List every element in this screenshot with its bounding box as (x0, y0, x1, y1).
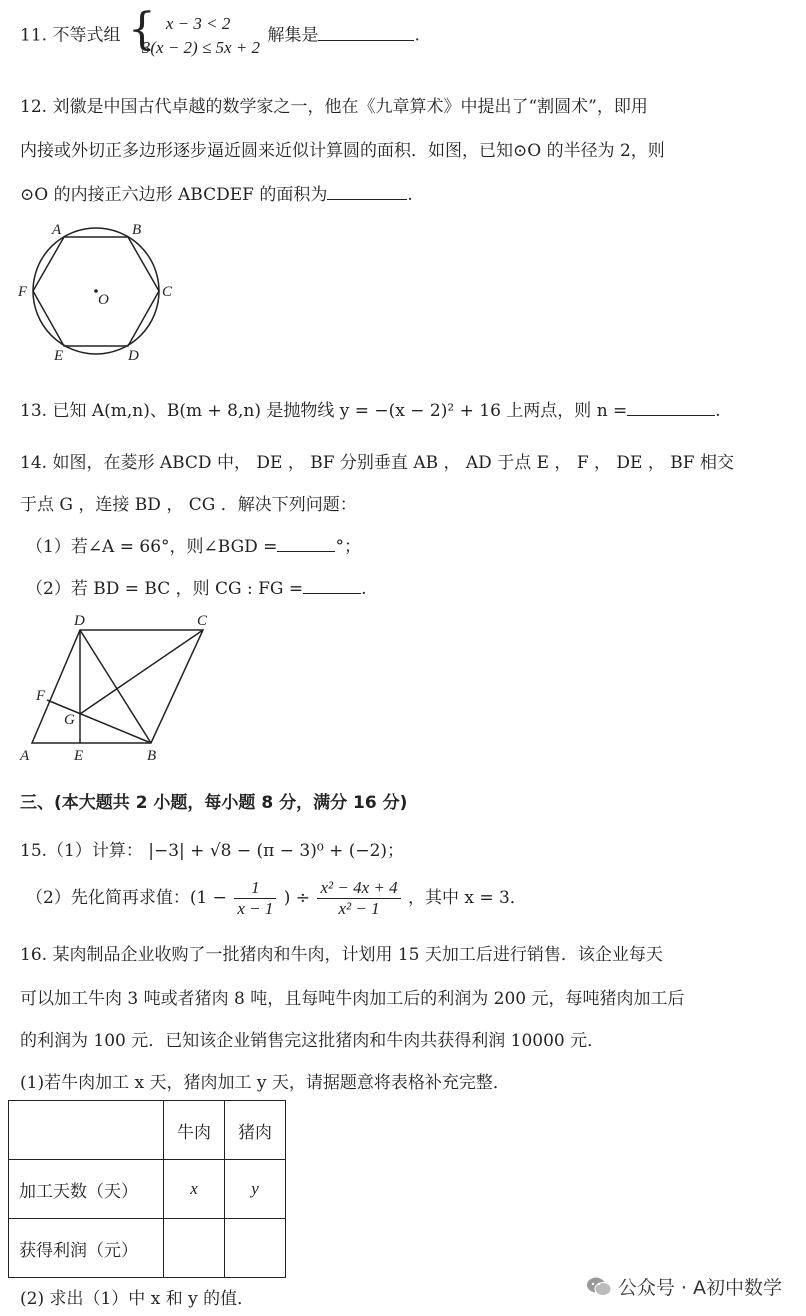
answer-blank[interactable] (318, 23, 414, 41)
q12-line3: ⊙O 的内接正六边形 ABCDEF 的面积为 . (20, 180, 413, 205)
q13: 13. 已知 A(m,n)、B(m + 8,n) 是抛物线 y = −(x − 2)² + 16 上两点，则 n = . (20, 396, 721, 421)
table-cell: x (164, 1160, 225, 1219)
q16-part1: (1)若牛肉加工 x 天，猪肉加工 y 天，请据题意将表格补充完整． (20, 1073, 510, 1093)
data-table (8, 1100, 286, 1278)
answer-blank[interactable] (303, 576, 361, 594)
q16-part2: (2) 求出（1）中 x 和 y 的值． (20, 1289, 255, 1309)
label-c: C (162, 284, 173, 300)
q11: 11. 不等式组 { x − 3 < 2 3(x − 2) ≤ 5x + 2 解集是 . (20, 12, 420, 60)
table-cell: 加工天数（天） (9, 1160, 164, 1219)
label-e: E (74, 748, 84, 764)
table-header-cell: 牛肉 (164, 1101, 225, 1160)
label-a: A (20, 748, 30, 764)
label-f: F (18, 284, 28, 300)
q15-sub2: （2）先化简再求值：(1 − $\frac{1}{x - 1}$ ) ÷ $\frac{\text{x² − 4x + 4}}{\text{x² − 1}}$ ，其中 x = 3． (26, 878, 527, 918)
segment-bd (80, 630, 151, 743)
brace: { (127, 4, 156, 55)
label-d: D (74, 613, 85, 629)
q14-sub2: （2）若 BD = BC ，则 CG : FG = . (26, 574, 367, 599)
table-cell: 获得利润（元） (9, 1219, 164, 1278)
watermark-text: 公众号 · A初中数学 (617, 1277, 782, 1299)
table-cell-empty[interactable] (225, 1219, 286, 1278)
label-a: A (52, 222, 62, 238)
q15-sub1: 15.（1）计算： |−3| + √8 − (π − 3)⁰ + (−2)； (20, 841, 405, 861)
wechat-icon (586, 1276, 612, 1298)
q16-line1: 16. 某肉制品企业收购了一批猪肉和牛肉，计划用 15 天加工后进行销售．该企业每天 (20, 945, 663, 965)
table-cell-empty[interactable] (164, 1219, 225, 1278)
hexagon-figure (14, 218, 184, 368)
label-o: O (98, 292, 109, 308)
q14-line2: 于点 G ，连接 BD ， CG ．解决下列问题： (20, 495, 357, 515)
q14-sub1: （1）若∠A = 66°，则∠BGD = °； (26, 532, 361, 557)
label-b: B (147, 748, 157, 764)
q12-line2: 内接或外切正多边形逐步逼近圆来近似计算圆的面积．如图，已知⊙O 的半径为 2，则 (20, 141, 665, 161)
q12-line1: 12. 刘徽是中国古代卓越的数学家之一，他在《九章算术》中提出了“割圆术”，即用 (20, 97, 648, 117)
inequality-1: x − 3 < 2 (165, 14, 231, 33)
label-e: E (54, 348, 64, 364)
q16-line3: 的利润为 100 元．已知该企业销售完这批猪肉和牛肉共获得利润 10000 元． (20, 1031, 605, 1051)
inequality-system (127, 4, 261, 60)
fraction-1: $\frac{1}{x - 1}$ (234, 878, 276, 919)
watermark (586, 1273, 782, 1300)
answer-blank[interactable] (327, 182, 407, 200)
label-f: F (36, 688, 46, 704)
fraction-2: $\frac{\text{x² − 4x + 4}}{\text{x² − 1}}$ (317, 878, 400, 919)
rhombus-figure (14, 608, 224, 768)
segment-cg (80, 630, 203, 714)
table-row (9, 1101, 286, 1160)
inequality-2: 3(x − 2) ≤ 5x + 2 (141, 38, 261, 57)
table-cell: y (225, 1160, 286, 1219)
q14-line1: 14. 如图，在菱形 ABCD 中， DE ， BF 分别垂直 AB ， AD 于点 E ， F ， DE ， BF 相交 (20, 453, 734, 473)
label-d: D (128, 348, 139, 364)
q16-line2: 可以加工牛肉 3 吨或者猪肉 8 吨，且每吨牛肉加工后的利润为 200 元，每吨猪肉加工后 (20, 989, 685, 1009)
label-b: B (132, 222, 142, 238)
table-row (9, 1219, 286, 1278)
table-header-cell: 猪肉 (225, 1101, 286, 1160)
label-c: C (197, 613, 208, 629)
answer-blank[interactable] (277, 534, 335, 552)
label-g: G (64, 712, 75, 728)
table-row (9, 1160, 286, 1219)
table-header-cell (9, 1101, 164, 1160)
answer-blank[interactable] (627, 398, 715, 416)
segment-bf (47, 700, 151, 743)
section3-heading: 三、(本大题共 2 小题，每小题 8 分，满分 16 分) (20, 793, 408, 813)
